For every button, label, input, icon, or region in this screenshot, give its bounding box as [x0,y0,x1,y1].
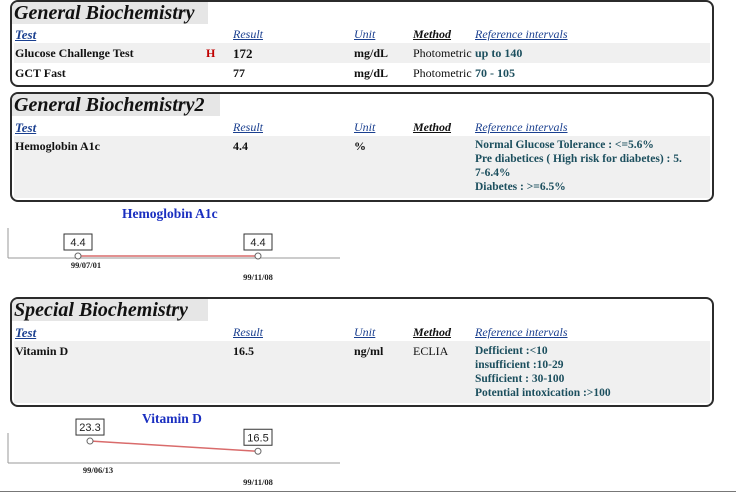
reference-line: Pre diabetices ( High risk for diabetes) : 5. [475,153,682,165]
data-label: 23.3 [79,422,101,435]
reference-line: Diabetes : >=6.5% [475,181,566,193]
reference-intervals [475,138,682,194]
col-header-method: Method [413,120,452,134]
table-row [14,43,710,63]
reference-line: Potential intoxication :>100 [475,387,611,399]
col-header-result: Result [233,325,263,339]
chart-title: Vitamin D [142,411,202,426]
section-general-biochemistry2 [10,92,714,202]
chart-vitamin-d [0,408,360,493]
chart-hemoglobin-a1c [0,203,360,288]
x-tick-label: 99/11/08 [243,477,273,487]
data-label: 4.4 [70,237,86,249]
test-name: Hemoglobin A1c [15,139,101,153]
section-general-biochemistry [10,0,714,87]
data-point [255,448,261,454]
col-header-reference: Reference intervals [475,325,568,339]
col-header-test: Test [15,325,37,340]
section-title: Special Biochemistry [12,299,208,321]
method-value: Photometric [413,46,472,60]
reference-line: Sufficient : 30-100 [475,373,565,385]
reference-line: Normal Glucose Tolerance : <=5.6% [475,139,654,151]
reference-line: Defficient :<10 [475,345,548,357]
col-header-unit: Unit [354,325,376,339]
col-header-unit: Unit [354,27,376,41]
table-row [14,63,710,83]
test-name: GCT Fast [15,66,66,80]
col-header-unit: Unit [354,120,376,134]
col-header-result: Result [233,120,263,134]
col-header-reference: Reference intervals [475,120,568,134]
x-tick-label: 99/11/08 [243,272,273,282]
chart-svg [0,408,360,493]
unit-value: mg/dL [354,66,389,80]
unit-value: mg/dL [354,46,389,60]
reference-line: 7-6.4% [475,167,511,179]
col-header-test: Test [15,120,37,135]
test-name: Glucose Challenge Test [15,46,134,60]
method-value: ECLIA [413,344,449,358]
unit-value: % [354,139,366,153]
x-tick-label: 99/07/01 [70,260,102,270]
x-tick-label: 99/06/13 [82,465,114,475]
data-label: 16.5 [247,432,269,445]
reference-intervals [475,344,611,400]
result-value: 77 [233,66,245,80]
reference-value: 70 - 105 [475,66,515,80]
data-point [75,253,81,259]
unit-value: ng/ml [354,344,384,358]
flag-high: H [206,46,216,60]
chart-title: Hemoglobin A1c [122,206,218,221]
result-value: 172 [233,46,253,61]
data-point [87,438,93,444]
col-header-reference: Reference intervals [475,27,568,41]
data-label: 4.4 [250,237,266,249]
reference-line: insufficient :10-29 [475,359,564,371]
method-value: Photometric [413,66,472,80]
col-header-method: Method [413,27,452,41]
section-title: General Biochemistry [12,2,208,24]
table-row [14,341,710,403]
result-value: 16.5 [233,344,254,358]
col-header-test: Test [15,27,37,42]
result-value: 4.4 [233,139,248,153]
table-row [14,136,710,198]
col-header-result: Result [233,27,263,41]
bottom-divider [0,491,736,492]
series-line [90,441,258,451]
test-name: Vitamin D [15,344,69,358]
chart-svg [0,203,360,288]
section-title: General Biochemistry2 [12,94,220,116]
col-header-method: Method [413,325,452,339]
data-point [255,253,261,259]
section-special-biochemistry [10,297,714,407]
reference-value: up to 140 [475,46,523,60]
